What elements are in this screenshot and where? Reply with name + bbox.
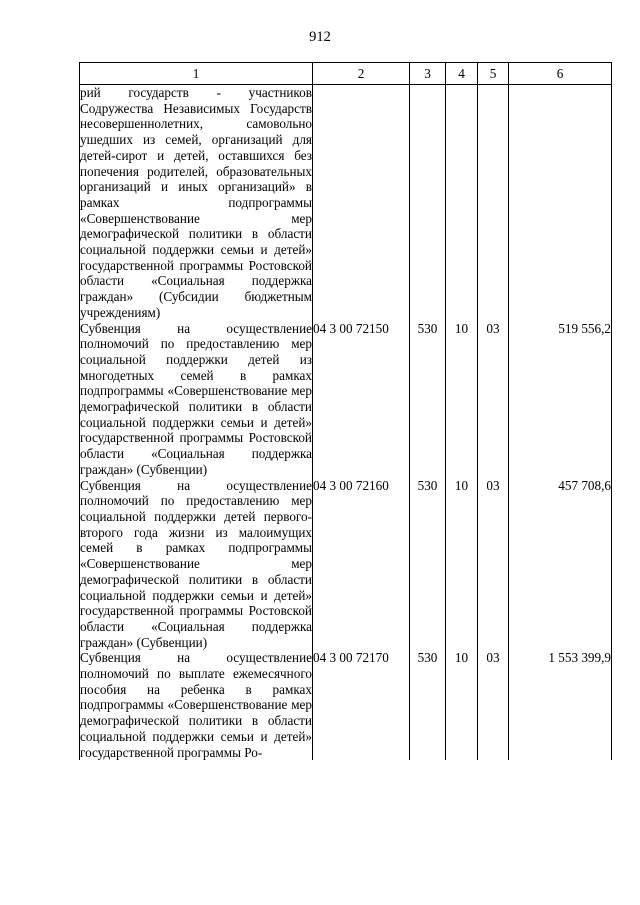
table-row	[80, 85, 612, 321]
amount: 1 553 399,9	[509, 650, 612, 760]
budget-code: 04 3 00 72160	[313, 478, 410, 651]
subsection-code: 03	[478, 321, 509, 478]
expense-type: 530	[410, 321, 446, 478]
table-row	[80, 478, 612, 651]
row-description: Субвенция на осуществление полномочий по предоставлению мер социальной поддержки детей первого-второго года жизни из малоимущих семей в рамках подпрограммы «Совершенствование мер демографической политики в области социальной поддержки семьи и детей» государственной программы Ростовской области «Социальная поддержка граждан» (Субвенции)	[80, 477, 312, 650]
row-description: Субвенция на осуществление полномочий по предоставлению мер социальной поддержки детей из многодетных семей в рамках подпрограммы «Совершенствование мер демографической политики в области социальной поддержки семьи и детей» государственной программы Ростовской области «Социальная поддержка граждан» (Субвенции)	[80, 320, 312, 477]
amount: 457 708,6	[509, 478, 612, 651]
subsection-code	[478, 85, 509, 321]
column-header: 1	[80, 63, 313, 85]
budget-code: 04 3 00 72170	[313, 650, 410, 760]
subsection-code: 03	[478, 478, 509, 651]
amount: 519 556,2	[509, 321, 612, 478]
row-description: рий государств - участников Содружества Независимых Государств несовершеннолетних, самовольно ушедших из семей, организаций для детей-сирот и детей, оставшихся без попечения родителей, образовательных организаций и иных организаций» в рамках подпрограммы «Совершенствование мер демографической политики в области социальной поддержки семьи и детей» государственной программы Ростовской области «Социальная поддержка граждан» (Субсидии бюджетным учреждениям)	[80, 85, 312, 320]
table-row	[80, 650, 612, 760]
column-header: 5	[478, 63, 509, 85]
table-header-row	[80, 63, 612, 85]
expense-type	[410, 85, 446, 321]
expense-type: 530	[410, 478, 446, 651]
amount	[509, 85, 612, 321]
budget-code: 04 3 00 72150	[313, 321, 410, 478]
column-header: 4	[446, 63, 478, 85]
subsection-code: 03	[478, 650, 509, 760]
page-number: 912	[309, 29, 331, 45]
column-header: 2	[313, 63, 410, 85]
section-code: 10	[446, 478, 478, 651]
budget-table	[79, 62, 612, 760]
budget-code	[313, 85, 410, 321]
section-code	[446, 85, 478, 321]
expense-type: 530	[410, 650, 446, 760]
section-code: 10	[446, 321, 478, 478]
table-row	[80, 321, 612, 478]
column-header: 3	[410, 63, 446, 85]
column-header: 6	[509, 63, 612, 85]
row-description: Субвенция на осуществление полномочий по выплате ежемесячного пособия на ребенка в рамках подпрограммы «Совершенствование мер демографической политики в области социальной поддержки семьи и детей» государственной программы Ро-	[80, 650, 312, 760]
section-code: 10	[446, 650, 478, 760]
